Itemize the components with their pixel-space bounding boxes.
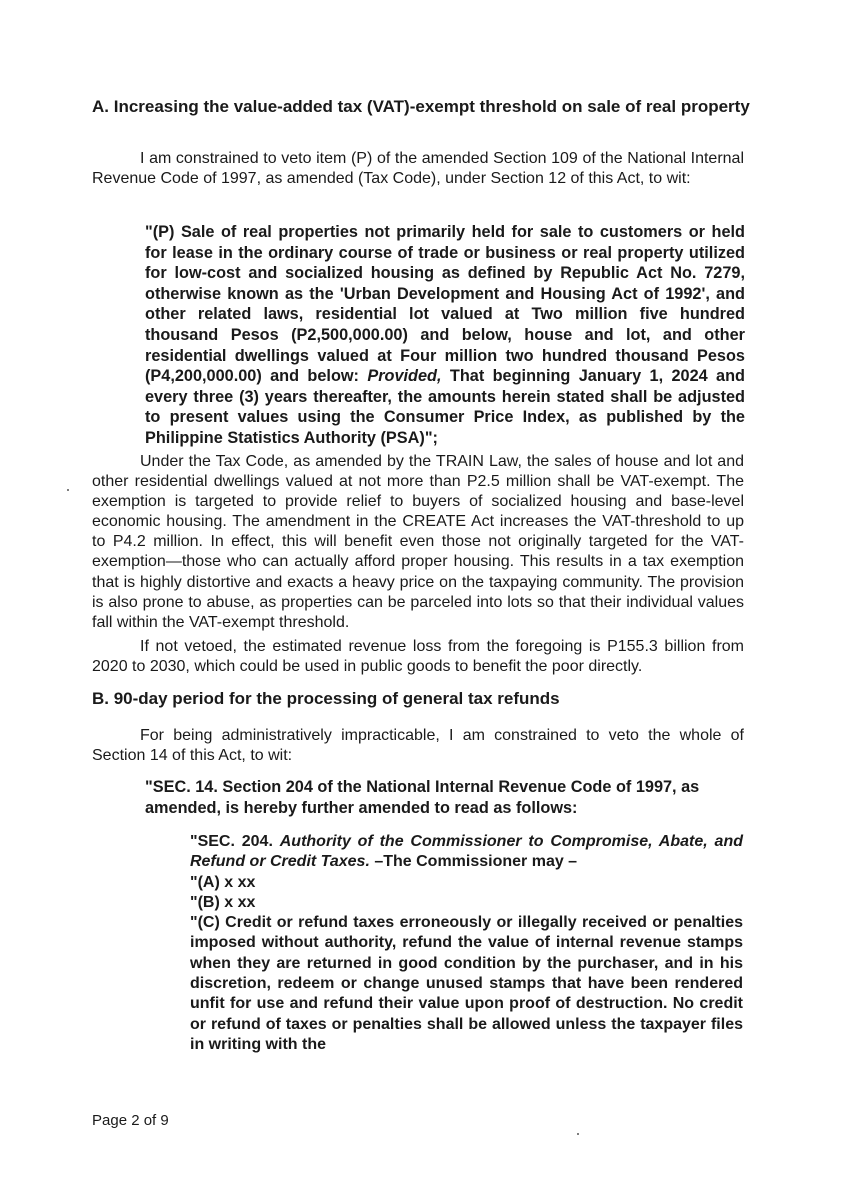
section-204-lead: "SEC. 204. [190, 833, 280, 850]
page-number: Page 2 of 9 [92, 1112, 169, 1129]
quote-p-part-2: That beginning January 1, 2024 and every three (3) years thereafter, the amounts herein stated shall be adjusted to present values using the Consumer Price Index, as published by the Philippine Statistics Authority (PSA)"; [145, 367, 745, 447]
quote-p-part-1: "(P) Sale of real properties not primarily held for sale to customers or held for lease in the ordinary course of trade or business or real property utilized for low-cost and socialized housing as defined by Republic Act No. 7279, otherwise known as the 'Urban Development and Housing Act of 1992', and other related laws, residential lot valued at Two million five hundred thousand Pesos (P2,500,000.00) and below, house and lot, and other residential dwellings valued at Four million two hundred thousand Pesos (P4,200,000.00) and below: [145, 223, 745, 386]
section-204-tail: –The Commissioner may – [369, 853, 578, 871]
section-204-item-a: "(A) x xx [190, 873, 256, 891]
section-204-item-b: "(B) x xx [190, 893, 256, 911]
quote-p-provided: Provided, [367, 367, 442, 386]
quoted-provision-p [145, 222, 745, 449]
scan-speck [577, 1133, 579, 1135]
paragraph-veto-section-14: For being administratively impracticable, I am constrained to veto the whole of Section 14 of this Act, to wit: [92, 727, 744, 765]
quoted-section-204 [190, 832, 743, 1055]
heading-b: B. 90-day period for the processing of general tax refunds [92, 689, 560, 708]
quoted-section-14: "SEC. 14. Section 204 of the National Internal Revenue Code of 1997, as amended, is hereby further amended to read as follows: [145, 778, 700, 817]
section-204-title: Authority of the Commissioner to Compromise, Abate, and Refund or Credit Taxes. [190, 833, 743, 871]
heading-a: A. Increasing the value-added tax (VAT)-exempt threshold on sale of real property [92, 97, 750, 116]
paragraph-revenue-loss: If not vetoed, the estimated revenue loss from the foregoing is P155.3 billion from 2020 to 2030, which could be used in public goods to benefit the poor directly. [92, 638, 744, 676]
section-204-item-c: "(C) Credit or refund taxes erroneously or illegally received or penalties imposed without authority, refund the value of internal revenue stamps when they are returned in good condition by the purchaser, and in his discretion, redeem or change unused stamps that have been rendered unfit for use and refund their value upon proof of destruction. No credit or refund of taxes or penalties shall be allowed unless the taxpayer files in writing with the [190, 914, 743, 1053]
paragraph-veto-item-p: I am constrained to veto item (P) of the amended Section 109 of the National Internal Revenue Code of 1997, as amended (Tax Code), under Section 12 of this Act, to wit: [92, 150, 744, 188]
section-204-heading [190, 832, 743, 873]
scan-speck [67, 489, 69, 491]
paragraph-train-law: Under the Tax Code, as amended by the TRAIN Law, the sales of house and lot and other residential dwellings valued at not more than P2.5 million shall be VAT-exempt. The exemption is targeted to provide relief to buyers of socialized housing and base-level economic housing. The amendment in the CREATE Act increases the VAT-threshold to up to P4.2 million. In effect, this will benefit even those not originally targeted for the VAT-exemption—those who can actually afford proper housing. This results in a tax exemption that is highly distortive and exacts a heavy price on the taxpaying community. The provision is also prone to abuse, as properties can be parceled into lots so that their individual values fall within the VAT-exempt threshold. [92, 453, 744, 631]
